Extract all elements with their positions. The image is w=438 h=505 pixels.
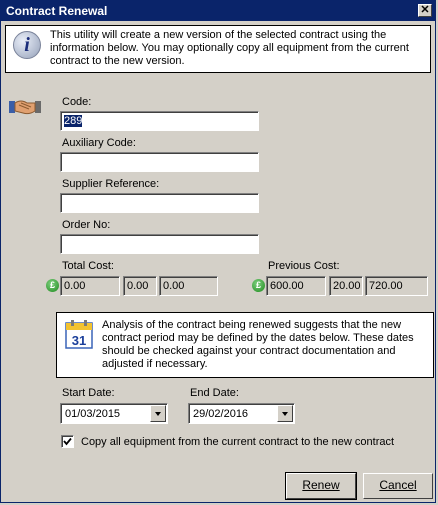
start-date-value: 01/03/2015: [65, 408, 121, 420]
chevron-down-icon[interactable]: [150, 405, 166, 422]
copy-equipment-checkbox[interactable]: [61, 435, 74, 448]
end-date-label: End Date:: [190, 387, 239, 399]
close-icon: ✕: [420, 4, 430, 16]
order-no-label: Order No:: [62, 219, 111, 231]
total-cost-2: 0.00: [123, 276, 157, 296]
total-cost-1: 0.00: [60, 276, 120, 296]
end-date-value: 29/02/2016: [193, 408, 249, 420]
renew-button[interactable]: Renew: [286, 473, 356, 499]
code-label: Code:: [62, 96, 92, 108]
start-date-label: Start Date:: [62, 387, 115, 399]
aux-code-label: Auxiliary Code:: [62, 137, 136, 149]
supplier-ref-input[interactable]: [60, 193, 259, 213]
start-date-picker[interactable]: [60, 403, 168, 424]
total-cost-label: Total Cost:: [62, 260, 114, 272]
cancel-button[interactable]: Cancel: [363, 473, 433, 499]
copy-equipment-label[interactable]: Copy all equipment from the current contract to the new contract: [81, 436, 395, 448]
code-input[interactable]: [60, 111, 259, 131]
title-bar[interactable]: [1, 1, 435, 21]
previous-cost-1: 600.00: [266, 276, 326, 296]
calendar-icon: [65, 319, 93, 349]
total-cost-3: 0.00: [159, 276, 218, 296]
info-text: This utility will create a new version of the selected contract using the information below. You may optionally copy all equipment from the current contract to the new version.: [50, 29, 409, 67]
info-panel: [5, 25, 431, 73]
previous-cost-3: 720.00: [365, 276, 428, 296]
svg-text:31: 31: [71, 333, 87, 348]
info-icon: i: [13, 31, 41, 59]
date-note-panel: [56, 312, 434, 378]
pound-icon: £: [46, 279, 59, 292]
end-date-picker[interactable]: [188, 403, 295, 424]
handshake-icon: [9, 91, 41, 121]
supplier-ref-label: Supplier Reference:: [62, 178, 160, 190]
previous-cost-2: 20.00: [329, 276, 363, 296]
close-button[interactable]: [418, 4, 432, 17]
aux-code-input[interactable]: [60, 152, 259, 172]
window-title: Contract Renewal: [6, 4, 108, 18]
chevron-down-icon[interactable]: [277, 405, 293, 422]
pound-icon: £: [252, 279, 265, 292]
previous-cost-label: Previous Cost:: [268, 260, 340, 272]
code-value: 289: [64, 115, 83, 127]
order-no-input[interactable]: [60, 234, 259, 254]
checkmark-icon: [62, 436, 73, 447]
date-note-text: Analysis of the contract being renewed suggests that the new contract period may be defined by the dates below. These dates should be checked against your contract documentation and adjusted if necessary.: [102, 319, 414, 370]
